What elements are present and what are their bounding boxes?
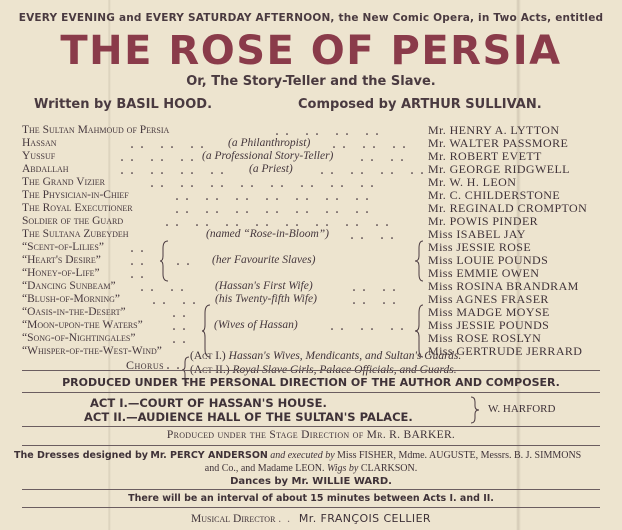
divider — [22, 445, 600, 446]
cast-role: The Sultana Zubeydeh — [22, 228, 129, 240]
divider — [22, 507, 600, 508]
top-line: EVERY EVENING and EVERY SATURDAY AFTERNOON, the New Comic Opera, in Two Acts, entitled — [18, 12, 604, 24]
dresses-line-2 — [0, 463, 622, 474]
slave-actor: Miss EMMIE OWEN — [428, 266, 540, 280]
leader-dots: .. — [166, 356, 186, 373]
cast-note: (a Professional Story-Teller) — [202, 150, 334, 162]
chorus-act1-label: (Act I.) — [190, 350, 226, 362]
leader-dots: .. — [172, 330, 192, 347]
leader-dots: .. .. .. — [130, 135, 210, 152]
leader-dots: .. .. .. .. — [320, 161, 430, 178]
composed-by — [298, 97, 542, 112]
divider — [22, 426, 600, 427]
wives-note: (Wives of Hassan) — [214, 319, 298, 331]
leader-dots: .. .. — [352, 278, 402, 295]
written-prefix: Written by — [34, 97, 112, 112]
right-brace — [414, 240, 424, 282]
wigs-label: Wigs by — [326, 463, 359, 474]
divider — [22, 392, 600, 393]
act-one: ACT I.—COURT OF HASSAN'S HOUSE. — [90, 396, 327, 410]
leader-dots: .. — [278, 513, 297, 525]
leader-dots: .. — [172, 317, 192, 334]
scenery-artist: W. HARFORD — [488, 403, 556, 415]
cast-actor: Mr. POWIS PINDER — [428, 214, 539, 228]
wife-note: (Hassan's First Wife) — [215, 280, 313, 292]
cast-actor: Mr. GEORGE RIDGWELL — [428, 162, 570, 176]
leader-dots: .. .. — [352, 291, 402, 308]
slave-actor: Miss JESSIE ROSE — [428, 240, 532, 254]
wife-role: “Blush-of-Morning” — [22, 293, 120, 305]
cast-actor: Mr. C. CHILDERSTONE — [428, 188, 561, 202]
chorus-act2-text: Royal Slave Girls, Palace Officials, and Guards. — [232, 364, 457, 376]
wife-role: “Song-of-Nightingales” — [22, 332, 136, 344]
leader-dots: .. .. .. .. .. .. .. .. — [150, 174, 380, 191]
wife-note: (his Twenty-fifth Wife) — [215, 293, 317, 305]
dances-label: Dances by — [230, 476, 289, 487]
cast-actor: Mr. HENRY A. LYTTON — [428, 123, 560, 137]
cast-role: Yussuf — [22, 150, 56, 162]
slave-role: “Heart's Desire” — [22, 254, 101, 266]
leader-dots: .. — [176, 252, 196, 269]
composed-prefix: Composed by — [298, 97, 397, 112]
dresses-makers: Miss FISHER, Mdme. AUGUSTE, Messrs. B. J. SIMMONS — [337, 450, 582, 461]
leader-dots: .. — [130, 239, 150, 256]
leader-dots: .. .. .. .. — [275, 122, 385, 139]
leader-dots: .. .. — [140, 278, 190, 295]
slaves-note: (her Favourite Slaves) — [212, 254, 316, 266]
wigs-maker: CLARKSON. — [360, 463, 418, 474]
produced-line: PRODUCED UNDER THE PERSONAL DIRECTION OF THE AUTHOR AND COMPOSER. — [62, 376, 560, 389]
dresses-makers-cont: and Co., and Madame LEON. — [204, 463, 325, 474]
cast-note: (a Philanthropist) — [228, 137, 311, 149]
page-title: THE ROSE OF PERSIA — [60, 28, 562, 74]
leader-dots: .. .. — [152, 291, 202, 308]
divider — [22, 489, 600, 490]
cast-actor: Miss ISABEL JAY — [428, 227, 526, 241]
cast-role: Abdallah — [22, 163, 69, 175]
leader-dots: .. .. .. .. — [120, 161, 230, 178]
wife-actor: Miss JESSIE POUNDS — [428, 318, 550, 332]
cast-note: (named “Rose-in-Bloom”) — [206, 228, 329, 240]
interval-note: There will be an interval of about 15 minutes between Acts I. and II. — [128, 493, 494, 504]
leader-dots: .. .. .. — [332, 135, 412, 152]
leader-dots: .. — [130, 265, 150, 282]
leader-dots: .. — [130, 252, 150, 269]
cast-note: (a Priest) — [249, 163, 293, 175]
wife-actor: Miss GERTRUDE JERRARD — [428, 344, 583, 358]
leader-dots: .. .. — [360, 148, 410, 165]
cast-role: The Royal Executioner — [22, 202, 133, 214]
leader-dots: .. .. .. .. .. .. .. — [175, 200, 375, 217]
chorus-label: Chorus — [126, 358, 165, 372]
cast-actor: Mr. W. H. LEON — [428, 175, 517, 189]
left-brace — [160, 240, 170, 282]
slave-actor: Miss LOUIE POUNDS — [428, 253, 549, 267]
wife-actor: Miss MADGE MOYSE — [428, 305, 550, 319]
written-by — [34, 97, 212, 112]
cast-actor: Mr. WALTER PASSMORE — [428, 136, 569, 150]
cast-role: The Sultan Mahmoud of Persia — [22, 124, 170, 136]
dresses-intro: The Dresses designed by — [14, 450, 148, 461]
cast-actor: Mr. ROBERT EVETT — [428, 149, 542, 163]
leader-dots: .. — [172, 304, 192, 321]
leader-dots: .. .. .. — [330, 317, 410, 334]
wife-role: “Dancing Sunbeam” — [22, 280, 116, 292]
act-two: ACT II.—AUDIENCE HALL OF THE SULTAN'S PALACE. — [84, 410, 413, 424]
slave-role: “Scent-of-Lilies” — [22, 241, 104, 253]
cast-role: Hassan — [22, 137, 57, 149]
cast-role: Soldier of the Guard — [22, 215, 124, 227]
author-name: BASIL HOOD. — [116, 97, 213, 112]
leader-dots: .. .. .. .. .. .. .. — [175, 187, 375, 204]
chorus-act1 — [190, 350, 461, 362]
dances-line — [0, 476, 622, 487]
chorus-act1-text: Hassan's Wives, Mendicants, and Sultan's Guards. — [228, 350, 462, 362]
wife-role: “Moon-upon-the Waters” — [22, 319, 143, 331]
wife-role: “Whisper-of-the-West-Wind” — [22, 345, 162, 357]
cast-actor: Mr. REGINALD CROMPTON — [428, 201, 588, 215]
dresses-executed: and executed by — [270, 450, 335, 461]
leader-dots: .. .. .. — [120, 148, 200, 165]
wife-actor: Miss AGNES FRASER — [428, 292, 549, 306]
slave-role: “Honey-of-Life” — [22, 267, 100, 279]
stage-direction: Produced under the Stage Direction of Mr. R. BARKER. — [166, 429, 456, 441]
divider — [22, 370, 600, 371]
wife-actor: Miss ROSINA BRANDRAM — [428, 279, 579, 293]
dances-name: Mr. WILLIE WARD. — [291, 476, 392, 487]
wife-actor: Miss ROSE ROSLYN — [428, 331, 542, 345]
composer-name: ARTHUR SULLIVAN. — [400, 97, 542, 112]
leader-dots: .. .. .. .. .. .. .. .. — [165, 213, 395, 230]
dresses-designer: Mr. PERCY ANDERSON — [150, 450, 268, 461]
chorus-act2-label: (Act II.) — [190, 364, 230, 376]
right-brace — [470, 396, 480, 424]
cast-role: The Physician-in-Chief — [22, 189, 129, 201]
leader-dots: .. .. — [350, 226, 400, 243]
subtitle: Or, The Story-Teller and the Slave. — [186, 74, 436, 89]
cast-role: The Grand Vizier — [22, 176, 105, 188]
music-director-name: Mr. FRANÇOIS CELLIER — [298, 512, 431, 525]
music-director-label: Musical Director — [191, 513, 276, 525]
dresses-line-1 — [14, 450, 581, 461]
wife-role: “Oasis-in-the-Desert” — [22, 306, 126, 318]
music-director — [0, 512, 622, 525]
